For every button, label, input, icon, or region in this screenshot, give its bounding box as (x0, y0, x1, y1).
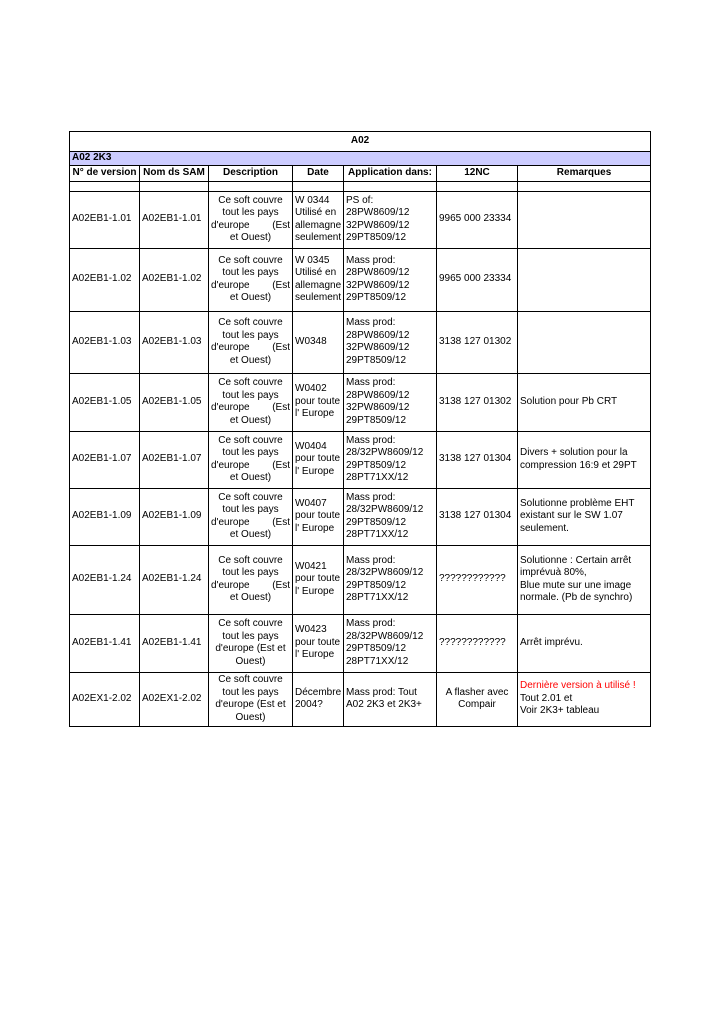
description-justified: d'europe (Est (211, 402, 290, 413)
table-row (70, 431, 651, 488)
description-end: et Ouest) (229, 529, 272, 540)
table-row (70, 672, 651, 726)
table-row (70, 373, 651, 431)
12nc-cell: 3138 127 01302 (437, 311, 518, 373)
12nc-cell: 9965 000 23334 (437, 191, 518, 248)
header-remarks: Remarques (518, 165, 651, 181)
spacer-row (70, 181, 651, 191)
description-cell (209, 545, 293, 614)
description-justified: d'europe (Est (211, 516, 290, 528)
12nc-cell: 9965 000 23334 (437, 248, 518, 311)
table-row (70, 311, 651, 373)
sam-name-cell: A02EX1-2.02 (140, 672, 209, 726)
12nc-cell: 3138 127 01304 (437, 431, 518, 488)
description-end: et Ouest) (229, 472, 272, 483)
application-cell: Mass prod: 28/32PW8609/12 29PT8509/12 28PT71XX/12 (344, 488, 437, 545)
date-cell: W 0344 Utilisé en allemagne seulement (293, 191, 344, 248)
table-row (70, 545, 651, 614)
version-cell: A02EB1-1.02 (70, 248, 140, 311)
version-table (69, 131, 651, 727)
version-cell: A02EB1-1.41 (70, 614, 140, 672)
date-cell: W0348 (293, 311, 344, 373)
description-cell: Ce soft couvre tout les pays d'europe (Est et Ouest) (209, 614, 293, 672)
description-cell (209, 488, 293, 545)
application-cell: PS of: 28PW8609/12 32PW8609/12 29PT8509/12 (344, 191, 437, 248)
description-end: et Ouest) (229, 232, 272, 243)
application-cell: Mass prod: 28/32PW8609/12 29PT8509/12 28PT71XX/12 (344, 431, 437, 488)
version-cell: A02EB1-1.05 (70, 373, 140, 431)
remarks-cell: Divers + solution pour la compression 16:9 et 29PT (518, 431, 651, 488)
remarks-cell: Solutionne : Certain arrêt imprévuà 80%, Blue mute sur une image normale. (Pb de synchro) (518, 545, 651, 614)
date-cell: W0421 pour toute l' Europe (293, 545, 344, 614)
section-title: A02 2K3 (70, 152, 651, 166)
sam-name-cell: A02EB1-1.09 (140, 488, 209, 545)
description-cell (209, 248, 293, 311)
remarks-alert: Dernière version à utilisé ! (520, 680, 636, 692)
description-end: et Ouest) (229, 592, 272, 603)
description-text: Ce soft couvre tout les pays (218, 194, 283, 218)
header-version: N° de version (70, 165, 140, 181)
date-cell: W0404 pour toute l' Europe (293, 431, 344, 488)
version-cell: A02EB1-1.03 (70, 311, 140, 373)
header-application: Application dans: (344, 165, 437, 181)
version-cell: A02EB1-1.07 (70, 431, 140, 488)
sam-name-cell: A02EB1-1.07 (140, 431, 209, 488)
header-row (70, 165, 651, 181)
version-cell: A02EB1-1.01 (70, 191, 140, 248)
application-cell: Mass prod: Tout A02 2K3 et 2K3+ (344, 672, 437, 726)
header-description: Description (209, 165, 293, 181)
12nc-cell: A flasher avec Compair (437, 672, 518, 726)
description-cell (209, 431, 293, 488)
remarks-cell: Solutionne problème EHT existant sur le SW 1.07 seulement. (518, 488, 651, 545)
application-cell: Mass prod: 28/32PW8609/12 29PT8509/12 28PT71XX/12 (344, 614, 437, 672)
remarks-cell (518, 191, 651, 248)
sam-name-cell: A02EB1-1.41 (140, 614, 209, 672)
description-end: et Ouest) (229, 414, 272, 426)
12nc-cell: ???????????? (437, 614, 518, 672)
description-justified: d'europe (Est (211, 459, 290, 471)
12nc-cell: ???????????? (437, 545, 518, 614)
application-cell: Mass prod: 28PW8609/12 32PW8609/12 29PT8509/12 (344, 311, 437, 373)
date-cell: Décembre 2004? (293, 672, 344, 726)
application-cell: Mass prod: 28PW8609/12 32PW8609/12 29PT8509/12 (344, 373, 437, 431)
description-text: Ce soft couvre tout les pays (218, 254, 283, 278)
sam-name-cell: A02EB1-1.01 (140, 191, 209, 248)
description-justified: d'europe (Est (211, 219, 290, 231)
version-cell: A02EB1-1.24 (70, 545, 140, 614)
remarks-cell (518, 672, 651, 726)
sam-name-cell: A02EB1-1.03 (140, 311, 209, 373)
table-row (70, 488, 651, 545)
description-justified: d'europe (Est (211, 342, 290, 353)
application-cell: Mass prod: 28PW8609/12 32PW8609/12 29PT8509/12 (344, 248, 437, 311)
description-text: Ce soft couvre tout les pays (218, 317, 283, 341)
description-text: Ce soft couvre tout les pays (218, 434, 283, 458)
date-cell: W0402 pour toute l' Europe (293, 373, 344, 431)
remarks-text: Tout 2.01 et Voir 2K3+ tableau (520, 692, 600, 717)
description-cell (209, 311, 293, 373)
application-cell: Mass prod: 28/32PW8609/12 29PT8509/12 28PT71XX/12 (344, 545, 437, 614)
remarks-cell (518, 248, 651, 311)
sam-name-cell: A02EB1-1.05 (140, 373, 209, 431)
description-cell: Ce soft couvre tout les pays d'europe (Est et Ouest) (209, 672, 293, 726)
date-cell: W 0345 Utilisé en allemagne seulement (293, 248, 344, 311)
description-text: Ce soft couvre tout les pays (218, 491, 283, 515)
table-title: A02 (70, 132, 651, 152)
header-date: Date (293, 165, 344, 181)
description-text: Ce soft couvre tout les pays (218, 377, 283, 401)
header-sam-name: Nom ds SAM (140, 165, 209, 181)
remarks-cell: Arrêt imprévu. (518, 614, 651, 672)
description-justified: d'europe (Est (211, 279, 290, 291)
version-cell: A02EB1-1.09 (70, 488, 140, 545)
12nc-cell: 3138 127 01302 (437, 373, 518, 431)
description-cell (209, 373, 293, 431)
sam-name-cell: A02EB1-1.24 (140, 545, 209, 614)
date-cell: W0407 pour toute l' Europe (293, 488, 344, 545)
description-end: et Ouest) (229, 292, 272, 303)
table-row (70, 614, 651, 672)
description-justified: d'europe (Est (211, 579, 290, 591)
date-cell: W0423 pour toute l' Europe (293, 614, 344, 672)
remarks-cell: Solution pour Pb CRT (518, 373, 651, 431)
table-row (70, 248, 651, 311)
version-cell: A02EX1-2.02 (70, 672, 140, 726)
description-text: Ce soft couvre tout les pays (218, 554, 283, 578)
sam-name-cell: A02EB1-1.02 (140, 248, 209, 311)
description-cell (209, 191, 293, 248)
table-row (70, 191, 651, 248)
header-12nc: 12NC (437, 165, 518, 181)
remarks-cell (518, 311, 651, 373)
description-end: et Ouest) (229, 354, 272, 366)
12nc-cell: 3138 127 01304 (437, 488, 518, 545)
